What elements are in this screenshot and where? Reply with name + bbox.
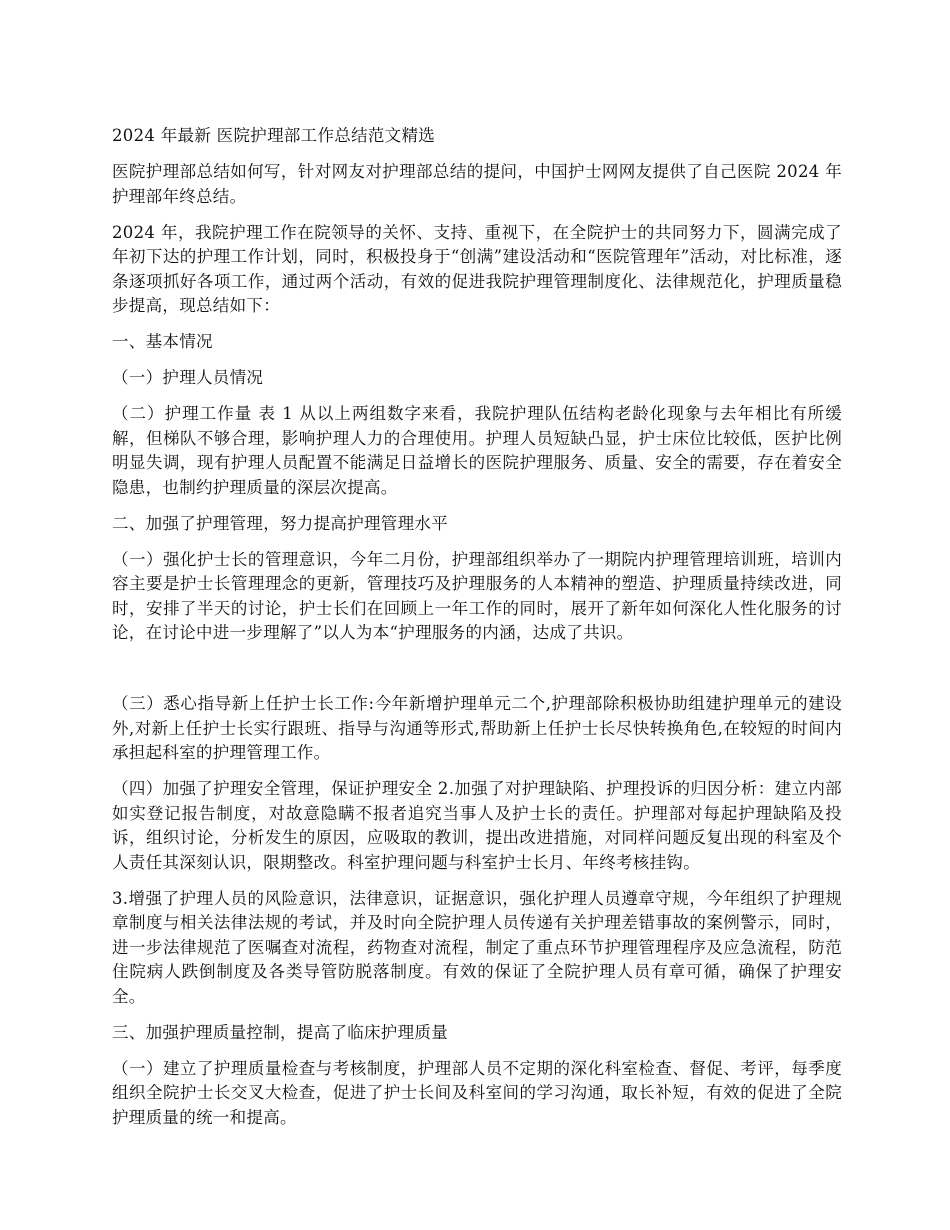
risk-awareness-paragraph: 3.增强了护理人员的风险意识，法律意识，证据意识，强化护理人员遵章守规，今年组织了护理规章制度与相关法律法规的考试，并及时向全院护理人员传递有关护理差错事故的案例警示，同时，进一步法律规范了医嘱查对流程，药物查对流程，制定了重点环节护理管理程序及应急流程，防范住院病人跌倒制度及各类导管防脱落制度。有效的保证了全院护理人员有章可循，确保了护理安全。: [112, 888, 842, 1006]
blank-gap: [112, 657, 842, 692]
subsection-heading-staff: （一）护理人员情况: [112, 368, 264, 387]
new-head-nurse-paragraph: （三）悉心指导新上任护士长工作:今年新增护理单元二个,护理部除积极协助组建护理单元的建设外,对新上任护士长实行跟班、指导与沟通等形式,帮助新上任护士长尽快转换角色,在较短的时间内承担起科室的护理管理工作。: [112, 694, 842, 762]
head-nurse-paragraph: （一）强化护士长的管理意识，今年二月份，护理部组织举办了一期院内护理管理培训班，培训内容主要是护士长管理理念的更新，管理技巧及护理服务的人本精神的塑造、护理质量持续改进，同时，安排了半天的讨论，护士长们在回顾上一年工作的同时，展开了新年如何深化人性化服务的讨论，在讨论中进一步理解了”以人为本“护理服务的内涵，达成了共识。: [112, 549, 842, 642]
section-heading-basic: 一、基本情况: [112, 332, 213, 351]
document-body: [112, 124, 842, 1142]
quality-check-paragraph: （一）建立了护理质量检查与考核制度，护理部人员不定期的深化科室检查、督促、考评，每季度组织全院护士长交叉大检查，促进了护士长间及科室间的学习沟通，取长补短，有效的促进了全院护理质量的统一和提高。: [112, 1058, 842, 1127]
summary-paragraph: 2024 年，我院护理工作在院领导的关怀、支持、重视下，在全院护士的共同努力下，圆满完成了年初下达的护理工作计划，同时，积极投身于“创满”建设活动和“医院管理年”活动，对比标准，逐条逐项抓好各项工作，通过两个活动，有效的促进我院护理管理制度化、法律规范化，护理质量稳步提高，现总结如下：: [112, 222, 842, 315]
section-heading-quality: 三、加强护理质量控制，提高了临床护理质量: [112, 1022, 448, 1042]
section-heading-management: 二、加强了护理管理，努力提高护理管理水平: [112, 513, 448, 533]
document-title: 2024 年最新 医院护理部工作总结范文精选: [112, 126, 436, 145]
intro-paragraph: 医院护理部总结如何写，针对网友对护理部总结的提问，中国护士网网友提供了自己医院 2024 年护理部年终总结。: [112, 162, 842, 206]
safety-paragraph: （四）加强了护理安全管理，保证护理安全 2.加强了对护理缺陷、护理投诉的归因分析：建立内部如实登记报告制度，对故意隐瞒不报者追究当事人及护士长的责任。护理部对每起护理缺陷及投诉，组织讨论，分析发生的原因，应吸取的教训，提出改进措施，对同样问题反复出现的科室及个人责任其深刻认识，限期整改。科室护理问题与科室护士长月、年终考核挂钩。: [112, 779, 842, 872]
workload-paragraph: （二）护理工作量 表 1 从以上两组数字来看，我院护理队伍结构老龄化现象与去年相比有所缓解，但梯队不够合理，影响护理人力的合理使用。护理人员短缺凸显，护士床位比较低，医护比例明显失调，现有护理人员配置不能满足日益增长的医院护理服务、质量、安全的需要，存在着安全隐患，也制约护理质量的深层次提高。: [112, 404, 842, 497]
